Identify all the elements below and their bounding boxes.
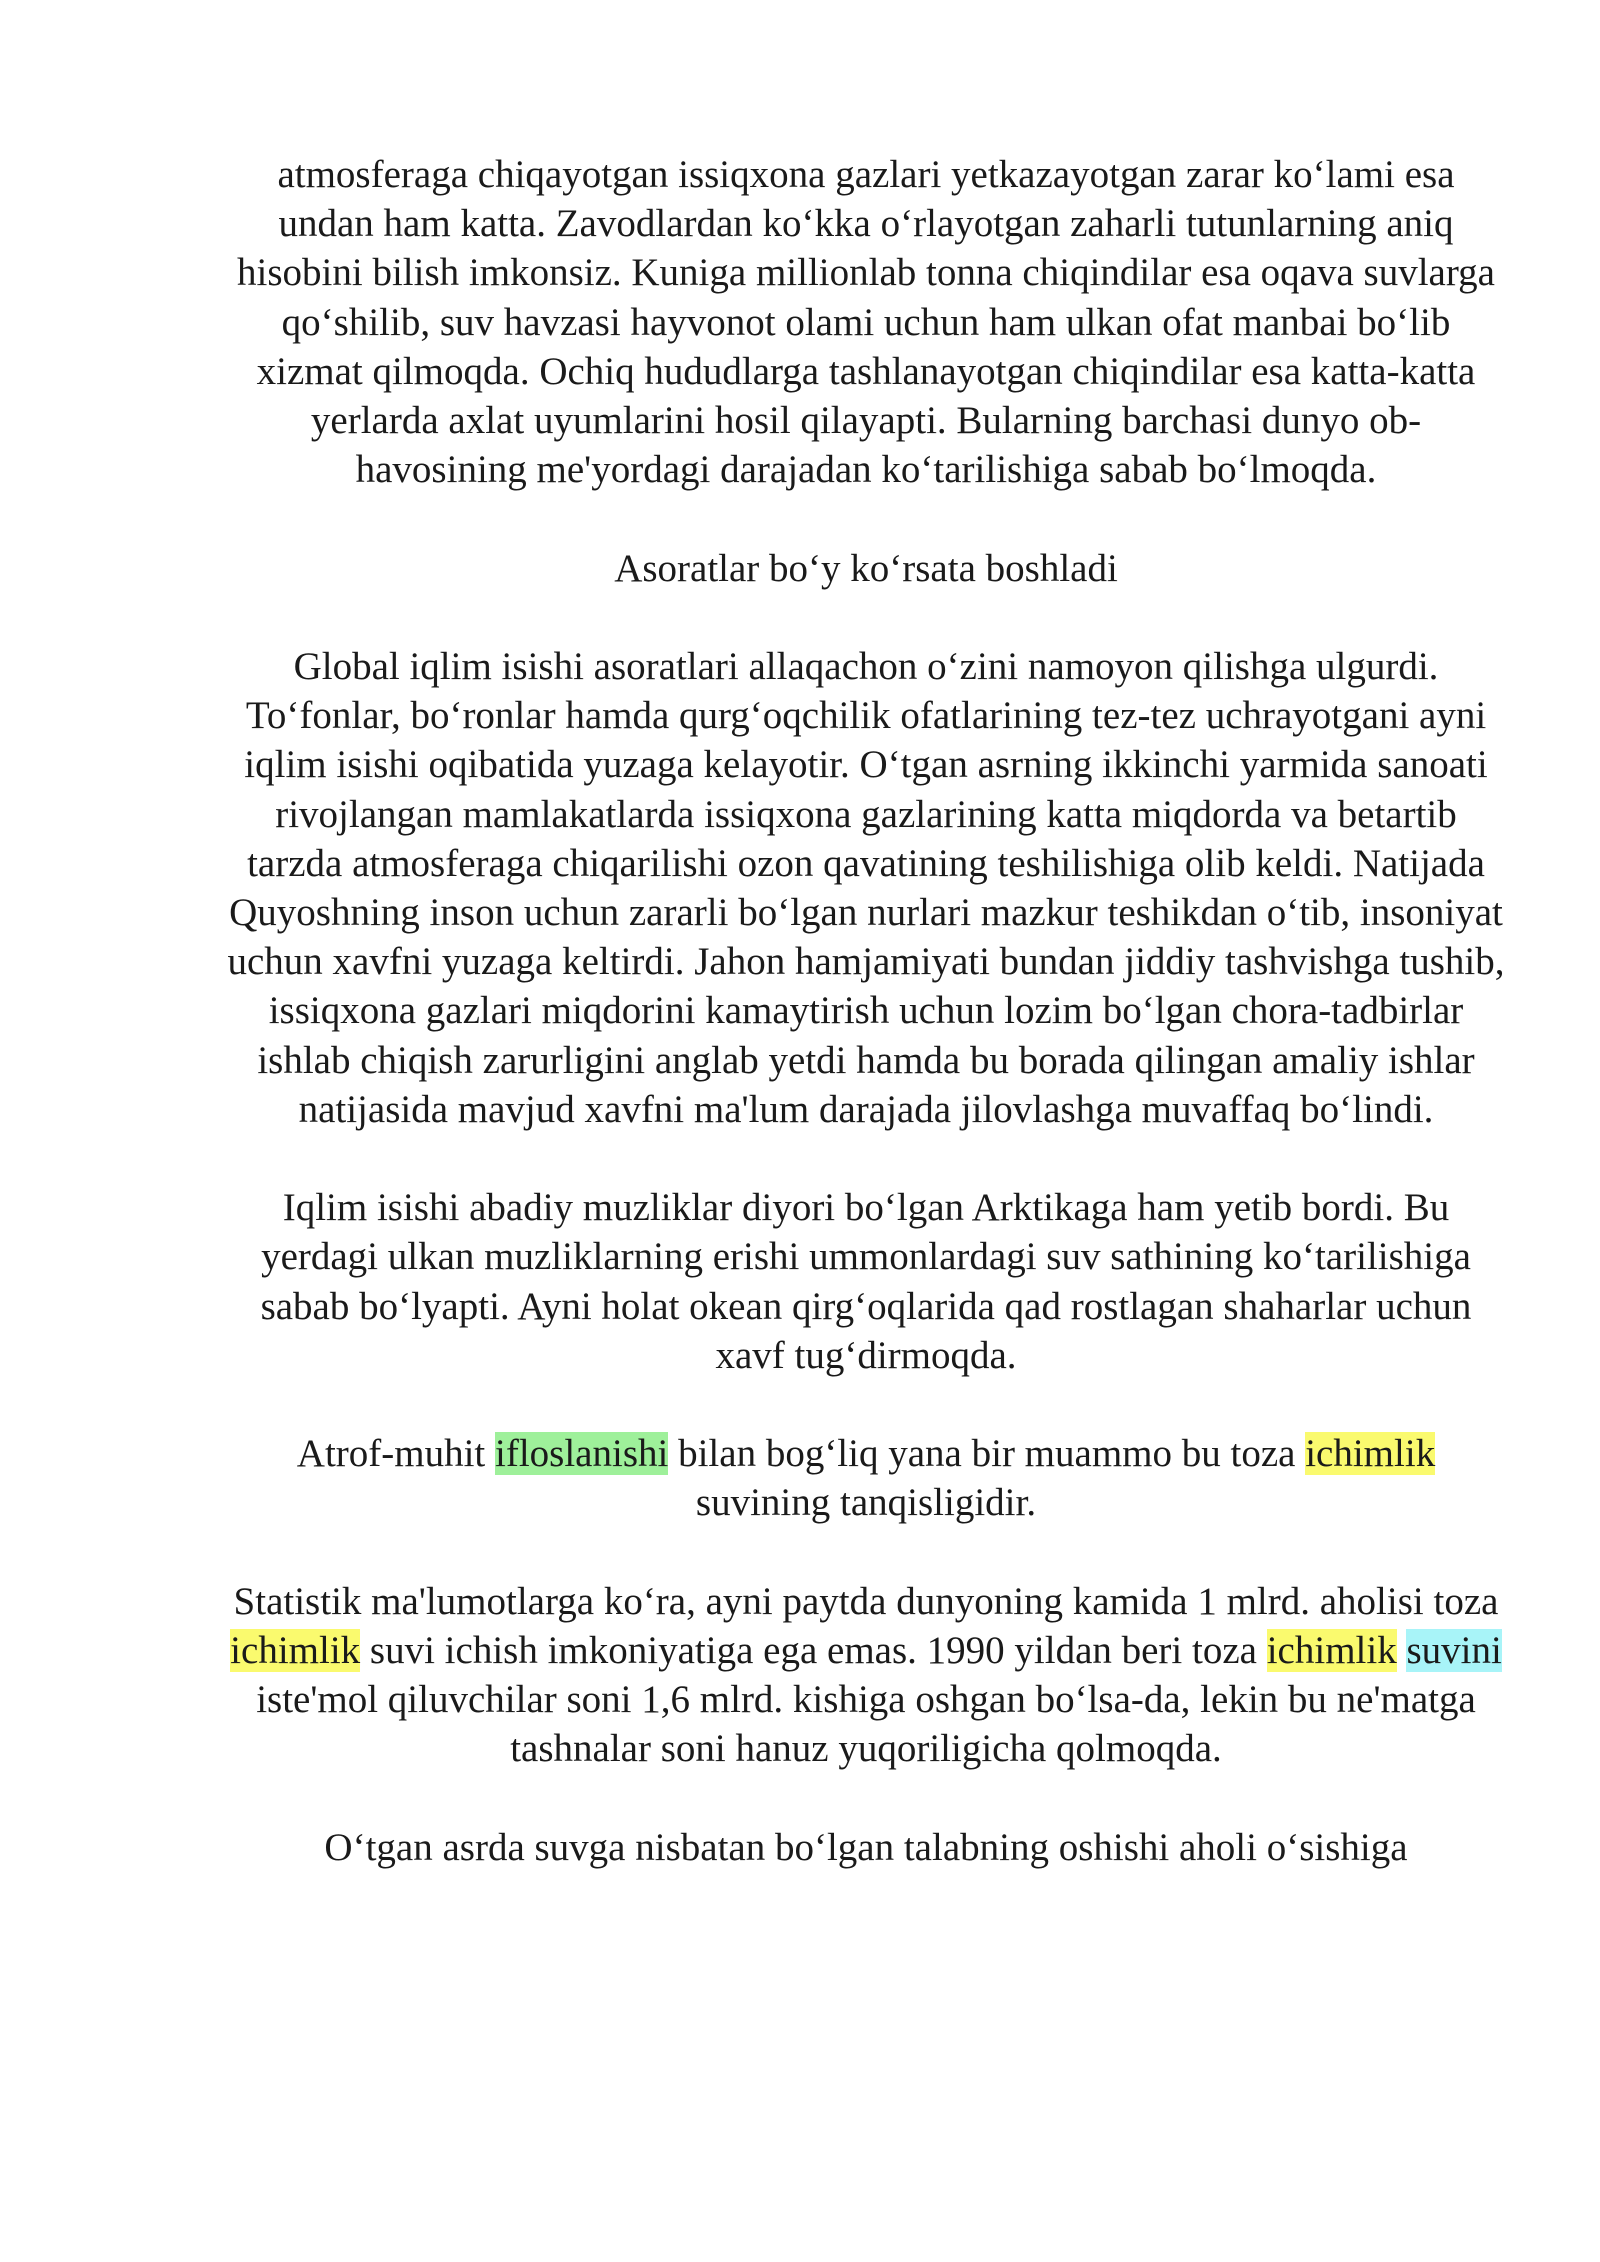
highlighted-word-yellow: ichimlik (1305, 1432, 1436, 1476)
paragraph-drinking-water-shortage (226, 1429, 1506, 1527)
paragraph-water-demand: Oʻtgan asrda suvga nisbatan boʻlgan talabning oshishi aholi oʻsishiga (324, 1825, 1408, 1869)
text-segment: Statistik ma'lumotlarga koʻra, ayni paytda dunyoning kamida 1 mlrd. aholisi toza (233, 1579, 1499, 1623)
highlighted-word-yellow: ichimlik (1266, 1629, 1397, 1673)
text-segment (1397, 1629, 1407, 1672)
text-segment: suvining tanqisligidir. (695, 1481, 1037, 1525)
text-segment: iste'mol qiluvchilar soni 1,6 mlrd. kishiga oshgan boʻlsa-da, lekin bu ne'matga tashnalar soni hanuz yuqoriligicha qolmoqda. (256, 1678, 1476, 1771)
paragraph-arctic: Iqlim isishi abadiy muzliklar diyori boʻlgan Arktikaga ham yetib bordi. Bu yerdagi ulkan muzliklarning erishi ummonlardagi suv sathining koʻtarilishiga sabab boʻlyapti. Ayni holat okean qirgʻoqlarida qad rostlagan shaharlar uchun xavf tugʻdirmoqda. (260, 1186, 1472, 1377)
document-page (226, 150, 1506, 1921)
paragraph-emissions: atmosferaga chiqayotgan issiqxona gazlari yetkazayotgan zarar koʻlami esa undan ham katta. Zavodlardan koʻkka oʻrlayotgan zaharli tutunlarning aniq hisobini bilish imkonsiz. Kuniga millionlab tonna chiqindilar esa oqava suvlarga qoʻshilib, suv havzasi hayvonot olami uchun ham ulkan ofat manbai boʻlib xizmat qilmoqda. Ochiq hududlarga tashlanayotgan chiqindilar esa katta-katta yerlarda axlat uyumlarini hosil qilayapti. Bularning barchasi dunyo ob-havosining me'yordagi darajadan koʻtarilishiga sabab boʻlmoqda. (237, 153, 1495, 492)
paragraph-statistics (226, 1577, 1506, 1774)
text-segment: suvi ichish imkoniyatiga ega emas. 1990 yildan beri toza (360, 1629, 1267, 1673)
text-segment: bilan bogʻliq yana bir muammo bu toza (668, 1432, 1306, 1476)
text-segment: Atrof-muhit (296, 1432, 495, 1476)
highlighted-word-green: ifloslanishi (495, 1432, 669, 1476)
paragraph-climate-consequences: Global iqlim isishi asoratlari allaqachon oʻzini namoyon qilishga ulgurdi. Toʻfonlar, boʻronlar hamda qurgʻoqchilik ofatlarining tez-tez uchrayotgani ayni iqlim isishi oqibatida yuzaga kelayotir. Oʻtgan asrning ikkinchi yarmida sanoati rivojlangan mamlakatlarda issiqxona gazlarining katta miqdorda va betartib tarzda atmosferaga chiqarilishi ozon qavatining teshilishiga olib keldi. Natijada Quyoshning inson uchun zararli boʻlgan nurlari mazkur teshikdan oʻtib, insoniyat uchun xavfni yuzaga keltirdi. Jahon hamjamiyati bundan jiddiy tashvishga tushib, issiqxona gazlari miqdorini kamaytirish uchun lozim boʻlgan chora-tadbirlar ishlab chiqish zarurligini anglab yetdi hamda bu borada qilingan amaliy ishlar natijasida mavjud xavfni ma'lum darajada jilovlashga muvaffaq boʻlindi. (227, 645, 1505, 1131)
section-heading: Asoratlar boʻy koʻrsata boshladi (614, 546, 1118, 590)
highlighted-word-cyan: suvini (1406, 1629, 1502, 1673)
highlighted-word-yellow: ichimlik (230, 1629, 361, 1673)
